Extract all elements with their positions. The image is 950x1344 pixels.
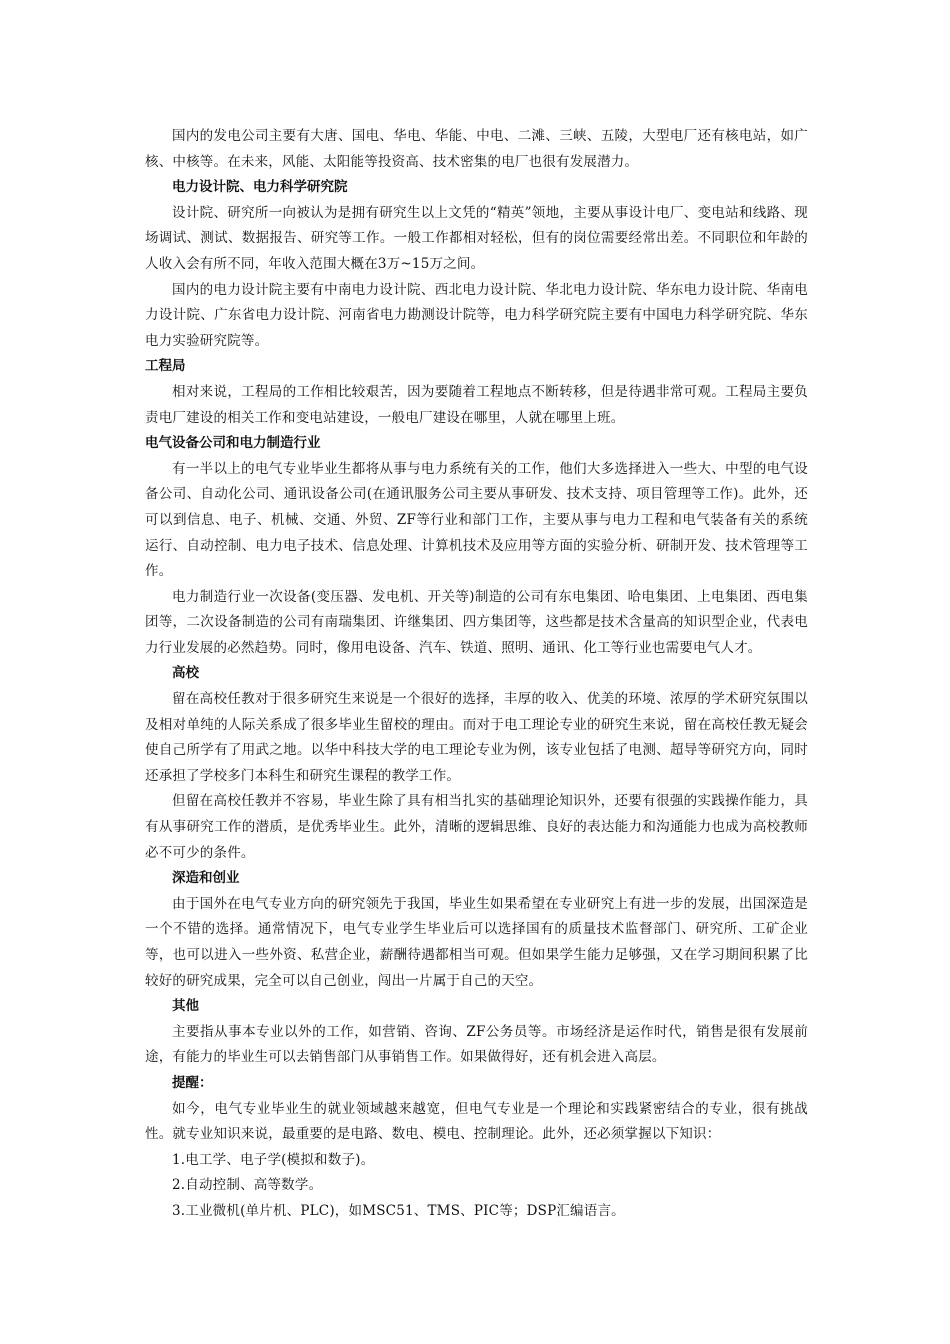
- paragraph-design-institutes-work: 设计院、研究所一向被认为是拥有研究生以上文凭的“精英”领地，主要从事设计电厂、变电站和线路、现场调试、测试、数据报告、研究等工作。一般工作都相对轻松，但有的岗位需要经常出差。不同职位和年龄的人收入会有所不同，年收入范围大概在3万~15万之间。: [145, 204, 808, 272]
- heading-reminder: 提醒：: [172, 1074, 213, 1091]
- list-item: 1.电工学、电子学(模拟和数子)。: [172, 1151, 375, 1168]
- paragraph-university-teaching: 留在高校任教对于很多研究生来说是一个很好的选择，丰厚的收入、优美的环境、浓厚的学术研究氛围以及相对单纯的人际关系成了很多毕业生留校的理由。而对于电工理论专业的研究生来说，留在高校任教无疑会使自己所学有了用武之地。以华中科技大学的电工理论专业为例，该专业包括了电测、超导等研究方向，同时还承担了学校多门本科生和研究生课程的教学工作。: [145, 691, 808, 784]
- heading-further-study: 深造和创业: [172, 870, 240, 887]
- paragraph-other: 主要指从事本专业以外的工作，如营销、咨询、ZF公务员等。市场经济是运作时代，销售是很有发展前途，有能力的毕业生可以去销售部门从事销售工作。如果做得好，还有机会进入高层。: [145, 1023, 808, 1066]
- paragraph-manufacturing-industry: 电力制造行业一次设备(变压器、发电机、开关等)制造的公司有东电集团、哈电集团、上电集团、西电集团等，二次设备制造的公司有南瑞集团、许继集团、四方集团等，这些都是技术含量高的知识型企业，代表电力行业发展的必然趋势。同时，像用电设备、汽车、铁道、照明、通讯、化工等行业也需要电气人才。: [145, 588, 808, 656]
- paragraph-reminder: 如今，电气专业毕业生的就业领域越来越宽，但电气专业是一个理论和实践紧密结合的专业，很有挑战性。就专业知识来说，最重要的是电路、数电、模电、控制理论。此外，还必须掌握以下知识：: [145, 1100, 808, 1143]
- paragraph-power-companies: 国内的发电公司主要有大唐、国电、华电、华能、中电、二滩、三峡、五陵，大型电厂还有核电站，如广核、中核等。在未来，风能、太阳能等投资高、技术密集的电厂也很有发展潜力。: [145, 128, 808, 170]
- heading-engineering-bureau: 工程局: [145, 358, 186, 375]
- list-item: 3.工业微机(单片机、PLC)，如MSC51、TMS、PIC等；DSP汇编语言。: [172, 1202, 625, 1219]
- heading-other: 其他: [172, 998, 199, 1015]
- paragraph-engineering-bureau: 相对来说，工程局的工作相比较艰苦，因为要随着工程地点不断转移，但是待遇非常可观。工程局主要负责电厂建设的相关工作和变电站建设，一般电厂建设在哪里，人就在哪里上班。: [145, 383, 808, 426]
- heading-equipment-manufacturing: 电气设备公司和电力制造行业: [145, 435, 321, 452]
- paragraph-equipment-companies: 有一半以上的电气专业毕业生都将从事与电力系统有关的工作，他们大多选择进入一些大、中型的电气设备公司、自动化公司、通讯设备公司(在通讯服务公司主要从事研发、技术支持、项目管理等工作)。此外，还可以到信息、电子、机械、交通、外贸、ZF等行业和部门工作，主要从事与电力工程和电气装备有关的系统运行、自动控制、电力电子技术、信息处理、计算机技术及应用等方面的实验分析、研制开发、技术管理等工作。: [145, 460, 808, 580]
- paragraph-design-institutes-list: 国内的电力设计院主要有中南电力设计院、西北电力设计院、华北电力设计院、华东电力设计院、华南电力设计院、广东省电力设计院、河南省电力勘测设计院等，电力科学研究院主要有中国电力科学研究院、华东电力实验研究院等。: [145, 281, 808, 349]
- document-body: [145, 124, 808, 1225]
- paragraph-further-study: 由于国外在电气专业方向的研究领先于我国，毕业生如果希望在专业研究上有进一步的发展，出国深造是一个不错的选择。通常情况下，电气专业学生毕业后可以选择国有的质量技术监督部门、研究所、工矿企业等，也可以进入一些外资、私营企业，薪酬待遇都相当可观。但如果学生能力足够强，又在学习期间积累了比较好的研究成果，完全可以自己创业，闯出一片属于自己的天空。: [145, 895, 808, 989]
- paragraph-university-requirements: 但留在高校任教并不容易，毕业生除了具有相当扎实的基础理论知识外，还要有很强的实践操作能力，具有从事研究工作的潜质，是优秀毕业生。此外，清晰的逻辑思维、良好的表达能力和沟通能力也成为高校教师必不可少的条件。: [145, 793, 808, 861]
- heading-design-institutes: 电力设计院、电力科学研究院: [172, 179, 348, 196]
- list-item: 2.自动控制、高等数学。: [172, 1177, 323, 1194]
- heading-universities: 高校: [172, 665, 199, 682]
